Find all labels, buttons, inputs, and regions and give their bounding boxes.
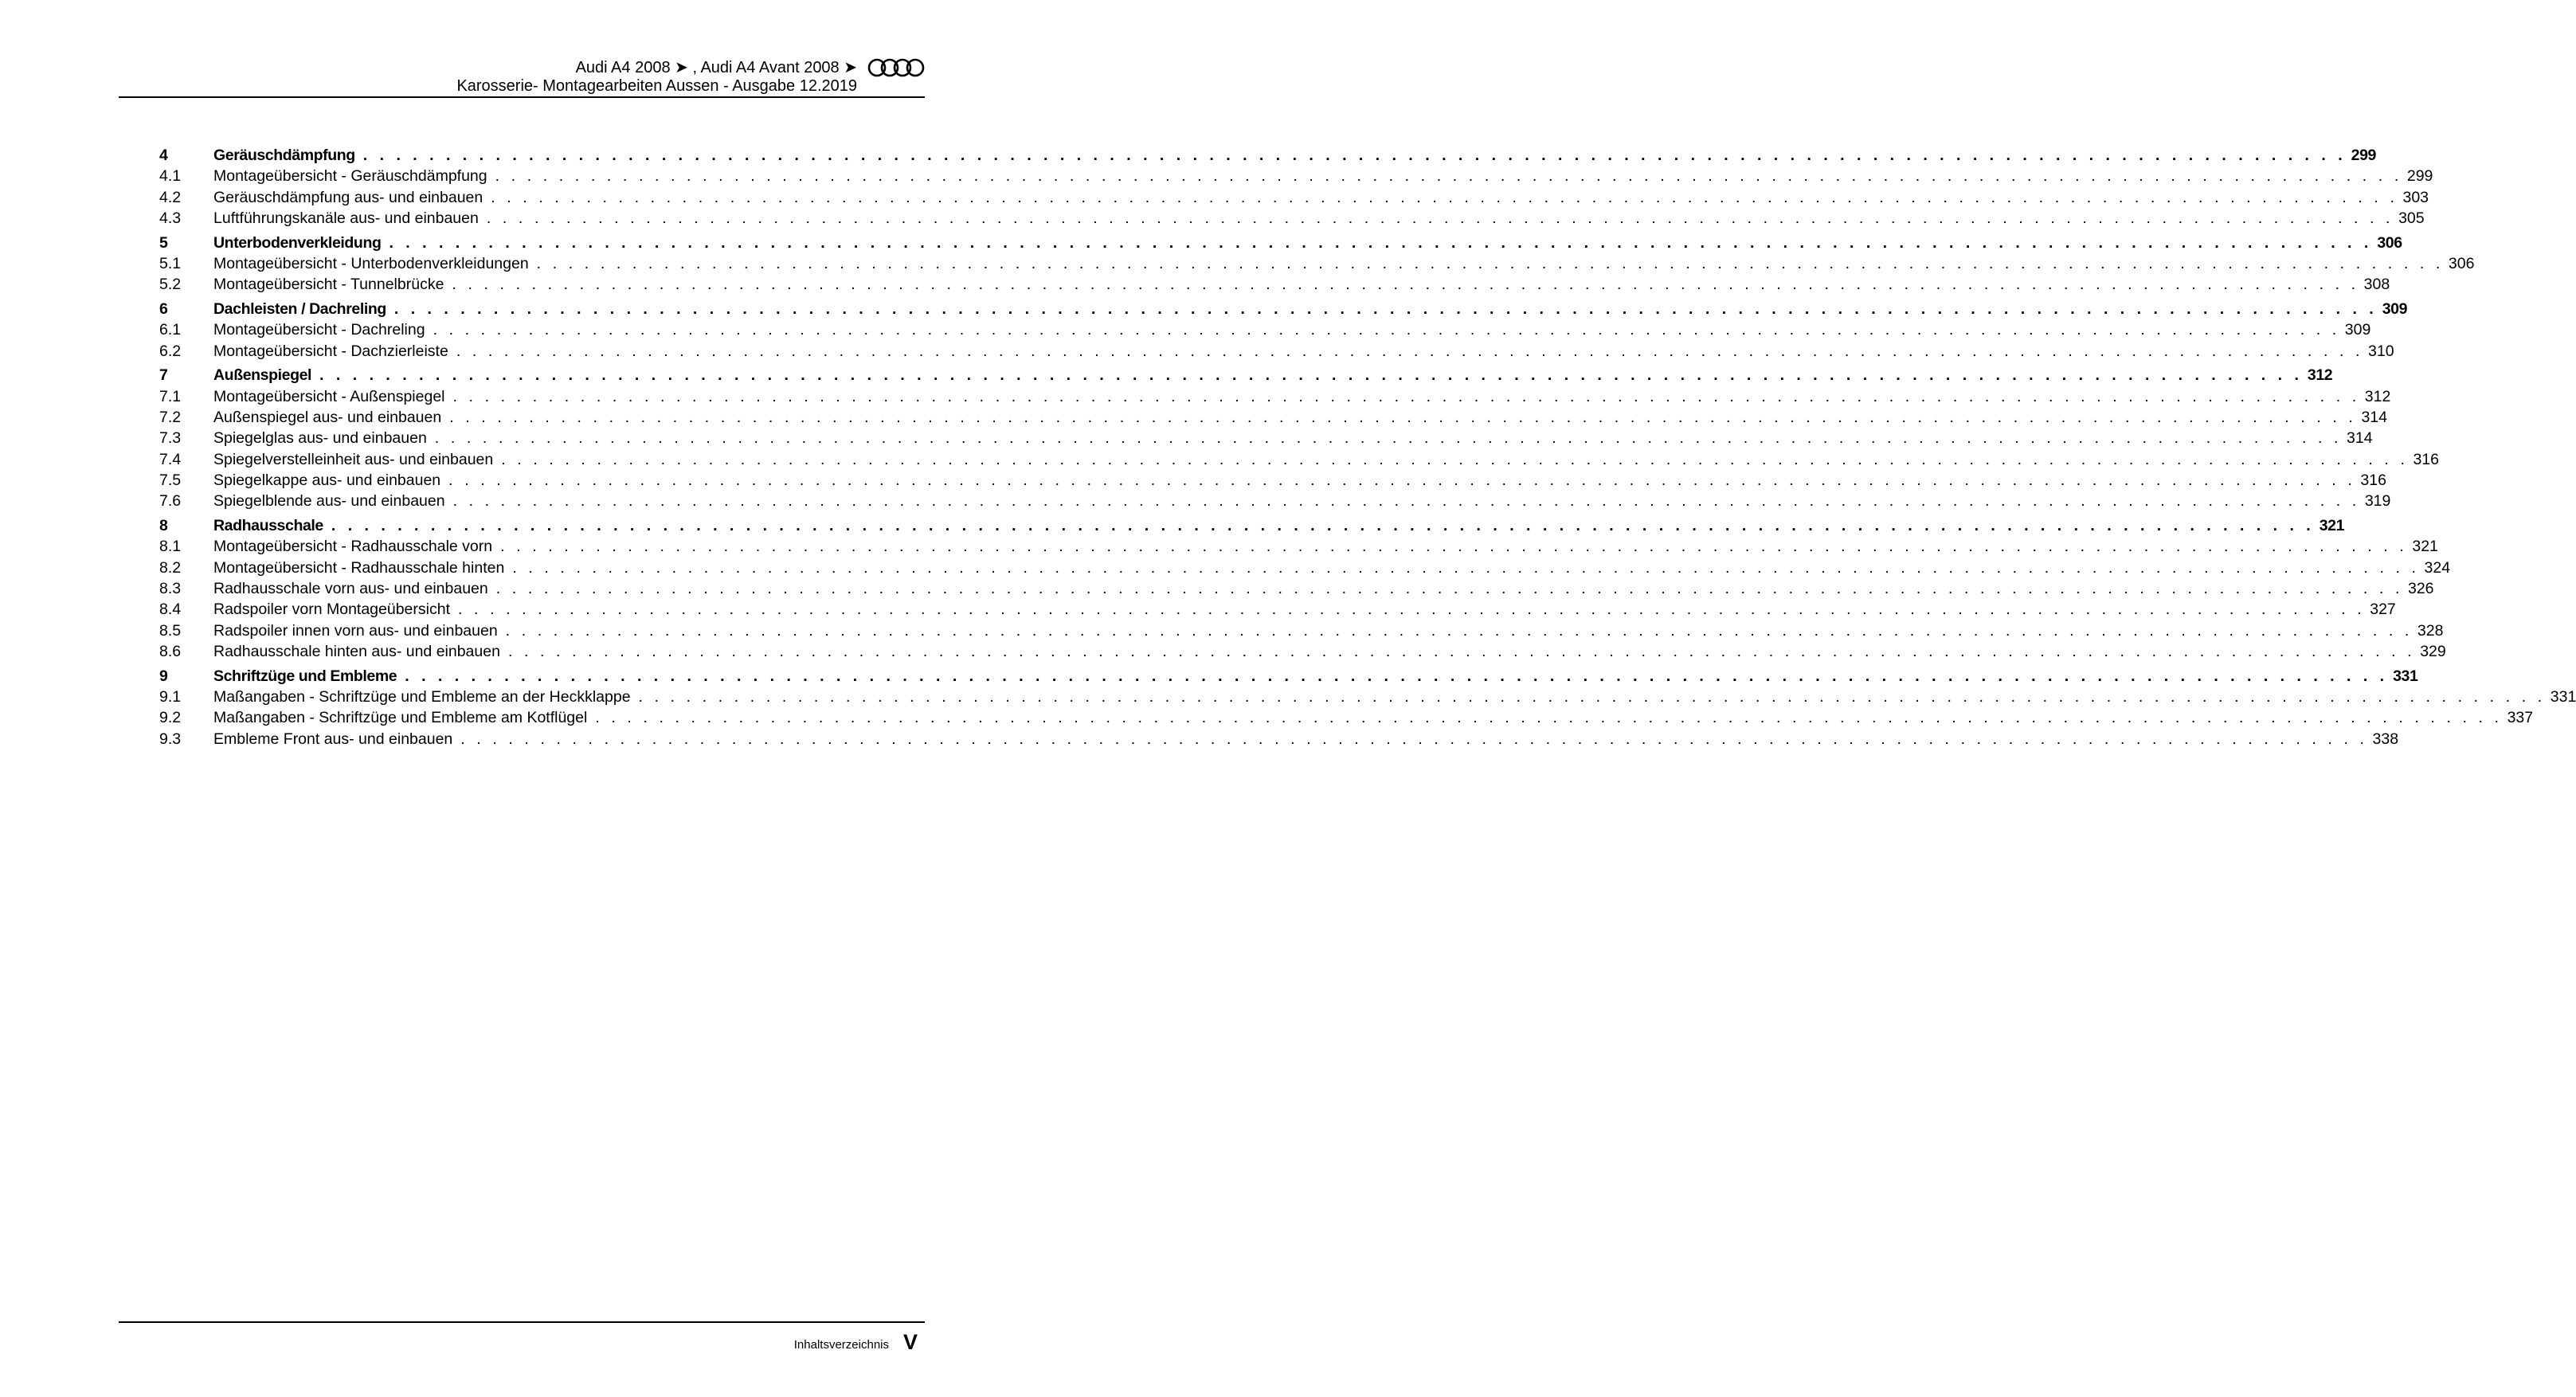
toc-number: 4	[159, 147, 168, 164]
toc-title: Geräuschdämpfung aus- und einbauen	[213, 188, 483, 206]
toc-number: 8.6	[159, 642, 182, 660]
toc-page: 305	[2398, 209, 2425, 227]
audi-logo	[867, 58, 926, 77]
toc-entry[interactable]	[159, 687, 2576, 707]
toc-number: 7.2	[159, 409, 182, 427]
toc-page: 306	[2448, 254, 2475, 272]
toc-number: 8.5	[159, 621, 182, 640]
toc-title: Maßangaben - Schriftzüge und Embleme am Kotflügel	[213, 709, 588, 727]
toc-title: Radhausschale vorn aus- und einbauen	[213, 579, 488, 597]
toc-entry[interactable]	[159, 274, 2390, 295]
toc-title: Außenspiegel	[213, 366, 312, 385]
toc-page: 309	[2344, 321, 2371, 339]
toc-entry[interactable]	[159, 729, 2399, 749]
toc-chapter[interactable]	[159, 233, 2402, 253]
toc-page: 312	[2364, 387, 2391, 405]
toc-entry[interactable]	[159, 449, 2440, 470]
toc-page: 331	[2550, 687, 2576, 706]
toc-entry[interactable]	[159, 166, 2433, 186]
dot-leader: . . . . . . . . . . . . . . . . . . . . . . . . . . . . . . . . . . . . . . . . . . . . . . . . . . . . . . . . . . . . . . . . . . . . . . . . . . . . . . . . . . . . . . . . . . . . . . . . . . . . . . . . . . . . . . . . . . . . . . . .	[512, 558, 2420, 577]
toc-page: 309	[2382, 300, 2408, 319]
toc-title: Spiegelkappe aus- und einbauen	[213, 471, 441, 489]
toc-entry[interactable]	[159, 578, 2434, 599]
toc-title: Montageübersicht - Tunnelbrücke	[213, 276, 444, 294]
toc-number: 9.1	[159, 687, 182, 706]
toc-number: 6.1	[159, 321, 182, 339]
toc-page: 328	[2417, 621, 2444, 640]
dot-leader: . . . . . . . . . . . . . . . . . . . . . . . . . . . . . . . . . . . . . . . . . . . . . . . . . . . . . . . . . . . . . . . . . . . . . . . . . . . . . . . . . . . . . . . . . . . . . . . . . . . . . . . . . . . . . . . . . . . . . . . .	[536, 254, 2444, 272]
toc-title: Montageübersicht - Radhausschale hinten	[213, 558, 505, 577]
dot-leader: . . . . . . . . . . . . . . . . . . . . . . . . . . . . . . . . . . . . . . . . . . . . . . . . . . . . . . . . . . . . . . . . . . . . . . . . . . . . . . . . . . . . . . . . . . . . . . . . . . . . . . . . . . . . . . . . . . . . . . . .	[452, 387, 2360, 405]
toc-page: 303	[2402, 188, 2429, 206]
toc-entry[interactable]	[159, 470, 2386, 491]
toc-entry[interactable]	[159, 208, 2425, 229]
toc-number: 8.3	[159, 579, 182, 597]
toc-entry[interactable]	[159, 386, 2391, 407]
toc-page: 314	[2347, 429, 2373, 448]
toc-entry[interactable]	[159, 536, 2438, 557]
toc-number: 8.4	[159, 601, 182, 619]
toc-title: Maßangaben - Schriftzüge und Embleme an der Heckklappe	[213, 687, 631, 706]
toc-title: Radhausschale hinten aus- und einbauen	[213, 642, 500, 660]
toc-number: 7.1	[159, 387, 182, 405]
toc-number: 5.1	[159, 254, 182, 272]
toc-title: Unterbodenverkleidung	[213, 233, 382, 252]
dot-leader: . . . . . . . . . . . . . . . . . . . . . . . . . . . . . . . . . . . . . . . . . . . . . . . . . . . . . . . . . . . . . . . . . . . . . . . . . . . . . . . . . . . . . . . . . . . . . . . . . . . . . . . . . . . . . . . . . . . . . . . .	[452, 276, 2359, 294]
toc-number: 8.2	[159, 558, 182, 577]
toc-entry[interactable]	[159, 707, 2534, 728]
dot-leader: . . . . . . . . . . . . . . . . . . . . . . . . . . . . . . . . . . . . . . . . . . . . . . . . . . . . . . . . . . . . . . . . . . . . . . . . . . . . . . . . . . . . . . . . . . . . . . . . . . . . . . . . . . . . . . . . . . . . . . . .	[501, 450, 2409, 468]
toc-page: 312	[2307, 366, 2333, 385]
toc-title: Radspoiler vorn Montageübersicht	[213, 601, 450, 619]
dot-leader: . . . . . . . . . . . . . . . . . . . . . . . . . . . . . . . . . . . . . . . . . . . . . . . . . . . . . . . . . . . . . . . . . . . . . . . . . . . . . . . . . . . . . . . . . . . . . . . . . . . . . . . . . . . . . . . . . . . . . . . .	[449, 409, 2357, 427]
toc-title: Schriftzüge und Embleme	[213, 667, 397, 685]
toc-chapter[interactable]	[159, 666, 2418, 687]
toc-number: 9.3	[159, 730, 182, 748]
toc-number: 7.6	[159, 492, 182, 511]
toc-title: Embleme Front aus- und einbauen	[213, 730, 453, 748]
toc-page: 329	[2420, 642, 2446, 660]
toc-title: Montageübersicht - Dachzierleiste	[213, 342, 448, 360]
toc-page: 316	[2413, 450, 2440, 468]
dot-leader: . . . . . . . . . . . . . . . . . . . . . . . . . . . . . . . . . . . . . . . . . . . . . . . . . . . . . . . . . . . . . . . . . . . . . . . . . . . . . . . . . . . . . . . . . . . . . . . . . . . . . . . . . . . . . . . . . . . . . . . .	[434, 429, 2343, 448]
toc-title: Spiegelglas aus- und einbauen	[213, 429, 427, 448]
toc-number: 8.1	[159, 538, 182, 556]
dot-leader: . . . . . . . . . . . . . . . . . . . . . . . . . . . . . . . . . . . . . . . . . . . . . . . . . . . . . . . . . . . . . . . . . . . . . . . . . . . . . . . . . . . . . . . . . . . . . . . . . . . . . . . . . . . . . . . . . . . . . . . .	[452, 492, 2360, 511]
header-models: Audi A4 2008 ➤ , Audi A4 Avant 2008 ➤	[575, 59, 857, 76]
footer-divider	[119, 1321, 925, 1323]
toc-entry[interactable]	[159, 319, 2371, 340]
toc-number: 9.2	[159, 709, 182, 727]
toc-page: 308	[2363, 276, 2390, 294]
dot-leader: . . . . . . . . . . . . . . . . . . . . . . . . . . . . . . . . . . . . . . . . . . . . . . . . . . . . . . . . . . . . . . . . . . . . . . . . . . . . . . . . . . . . . . . . . . . . . . . . . . . . . . . . . . . . . . . . . . . . . . . .	[448, 471, 2356, 489]
dot-leader: . . . . . . . . . . . . . . . . . . . . . . . . . . . . . . . . . . . . . . . . . . . . . . . . . . . . . . . . . . . . . . . . . . . . . . . . . . . . . . . . . . . . . . . . . . . . . . . . . . . . . . . . . . . . . . . . . . . . . . . .	[433, 321, 2340, 339]
dot-leader: . . . . . . . . . . . . . . . . . . . . . . . . . . . . . . . . . . . . . . . . . . . . . . . . . . . . . . . . . . . . . . . . . . . . . . . . . . . . . . . . . . . . . . . . . . . . . . . . . . . . . . . . . . . . . . . . . . . . . . . .	[389, 233, 2373, 252]
toc-title: Radspoiler innen vorn aus- und einbauen	[213, 621, 498, 640]
toc-number: 8	[159, 517, 168, 535]
dot-leader: . . . . . . . . . . . . . . . . . . . . . . . . . . . . . . . . . . . . . . . . . . . . . . . . . . . . . . . . . . . . . . . . . . . . . . . . . . . . . . . . . . . . . . . . . . . . . . . . . . . . . . . . . . . . . . . . . . . . . . . .	[460, 730, 2368, 748]
toc-page: 299	[2406, 167, 2433, 186]
dot-leader: . . . . . . . . . . . . . . . . . . . . . . . . . . . . . . . . . . . . . . . . . . . . . . . . . . . . . . . . . . . . . . . . . . . . . . . . . . . . . . . . . . . . . . . . . . . . . . . . . . . . . . . . . . . . . . . . . . . . . . . .	[486, 209, 2394, 227]
toc-entry[interactable]	[159, 558, 2451, 578]
toc-page: 314	[2361, 409, 2387, 427]
toc-number: 6.2	[159, 342, 182, 360]
toc-entry[interactable]	[159, 641, 2446, 662]
toc-page: 331	[2393, 667, 2418, 685]
dot-leader: . . . . . . . . . . . . . . . . . . . . . . . . . . . . . . . . . . . . . . . . . . . . . . . . . . . . . . . . . . . . . . . . . . . . . . . . . . . . . . . . . . . . . . . . . . . . . . . . . . . . . . . . . . . . . . . . . . . . . . . .	[595, 709, 2503, 727]
toc-entry[interactable]	[159, 407, 2387, 428]
toc-number: 7.4	[159, 450, 182, 468]
toc-number: 4.3	[159, 209, 182, 227]
toc-page: 316	[2360, 471, 2386, 489]
toc-title: Spiegelblende aus- und einbauen	[213, 492, 445, 511]
toc-entry[interactable]	[159, 620, 2444, 641]
toc-title: Montageübersicht - Radhausschale vorn	[213, 538, 493, 556]
toc-entry[interactable]	[159, 253, 2475, 274]
toc-number: 6	[159, 300, 168, 319]
toc-entry[interactable]	[159, 187, 2429, 208]
toc-number: 7.5	[159, 471, 182, 489]
toc-page: 310	[2368, 342, 2394, 360]
footer-page-number: V	[902, 1330, 918, 1354]
toc-page: 321	[2319, 517, 2345, 535]
dot-leader: . . . . . . . . . . . . . . . . . . . . . . . . . . . . . . . . . . . . . . . . . . . . . . . . . . . . . . . . . . . . . . . . . . . . . . . . . . . . . . . . . . . . . . . . . . . . . . . . . . . . . . . . . . . . . . . . . . . . . . . .	[319, 366, 2303, 385]
dot-leader: . . . . . . . . . . . . . . . . . . . . . . . . . . . . . . . . . . . . . . . . . . . . . . . . . . . . . . . . . . . . . . . . . . . . . . . . . . . . . . . . . . . . . . . . . . . . . . . . . . . . . . . . . . . . . . . . . . . . . . . .	[331, 517, 2315, 535]
dot-leader: . . . . . . . . . . . . . . . . . . . . . . . . . . . . . . . . . . . . . . . . . . . . . . . . . . . . . . . . . . . . . . . . . . . . . . . . . . . . . . . . . . . . . . . . . . . . . . . . . . . . . . . . . . . . . . . . . . . . . . . .	[456, 342, 2364, 360]
toc-entry[interactable]	[159, 599, 2396, 620]
toc-title: Außenspiegel aus- und einbauen	[213, 409, 442, 427]
toc-page: 319	[2364, 492, 2391, 511]
dot-leader: . . . . . . . . . . . . . . . . . . . . . . . . . . . . . . . . . . . . . . . . . . . . . . . . . . . . . . . . . . . . . . . . . . . . . . . . . . . . . . . . . . . . . . . . . . . . . . . . . . . . . . . . . . . . . . . . . . . . . . . .	[362, 147, 2347, 164]
toc-title: Montageübersicht - Dachreling	[213, 321, 425, 339]
dot-leader: . . . . . . . . . . . . . . . . . . . . . . . . . . . . . . . . . . . . . . . . . . . . . . . . . . . . . . . . . . . . . . . . . . . . . . . . . . . . . . . . . . . . . . . . . . . . . . . . . . . . . . . . . . . . . . . . . . . . . . . .	[507, 642, 2416, 660]
toc-entry[interactable]	[159, 428, 2373, 448]
toc-title: Luftführungskanäle aus- und einbauen	[213, 209, 479, 227]
toc-number: 9	[159, 667, 168, 685]
toc-page: 337	[2507, 709, 2534, 727]
toc-page: 326	[2407, 579, 2434, 597]
toc-page: 324	[2424, 558, 2451, 577]
toc-chapter[interactable]	[159, 515, 2345, 536]
dot-leader: . . . . . . . . . . . . . . . . . . . . . . . . . . . . . . . . . . . . . . . . . . . . . . . . . . . . . . . . . . . . . . . . . . . . . . . . . . . . . . . . . . . . . . . . . . . . . . . . . . . . . . . . . . . . . . . . . . . . . . . .	[393, 300, 2378, 319]
dot-leader: . . . . . . . . . . . . . . . . . . . . . . . . . . . . . . . . . . . . . . . . . . . . . . . . . . . . . . . . . . . . . . . . . . . . . . . . . . . . . . . . . . . . . . . . . . . . . . . . . . . . . . . . . . . . . . . . . . . . . . . .	[495, 167, 2402, 186]
toc-number: 4.1	[159, 167, 182, 186]
toc-title: Dachleisten / Dachreling	[213, 300, 386, 319]
toc-number: 5	[159, 233, 168, 252]
toc-title: Montageübersicht - Außenspiegel	[213, 387, 445, 405]
table-of-contents	[159, 145, 2576, 749]
toc-title: Geräuschdämpfung	[213, 147, 355, 164]
toc-title: Spiegelverstelleinheit aus- und einbauen	[213, 450, 494, 468]
toc-title: Montageübersicht - Geräuschdämpfung	[213, 167, 487, 186]
header-subtitle: Karosserie- Montagearbeiten Aussen - Ausgabe 12.2019	[456, 77, 857, 95]
toc-number: 7.3	[159, 429, 182, 448]
toc-number: 7	[159, 366, 168, 385]
toc-number: 4.2	[159, 188, 182, 206]
footer-section: Inhaltsverzeichnis	[793, 1338, 889, 1352]
toc-page: 327	[2370, 601, 2396, 619]
toc-title: Radhausschale	[213, 517, 323, 535]
dot-leader: . . . . . . . . . . . . . . . . . . . . . . . . . . . . . . . . . . . . . . . . . . . . . . . . . . . . . . . . . . . . . . . . . . . . . . . . . . . . . . . . . . . . . . . . . . . . . . . . . . . . . . . . . . . . . . . . . . . . . . . .	[458, 601, 2366, 619]
toc-chapter[interactable]	[159, 145, 2376, 166]
toc-title: Montageübersicht - Unterbodenverkleidungen	[213, 254, 529, 272]
dot-leader: . . . . . . . . . . . . . . . . . . . . . . . . . . . . . . . . . . . . . . . . . . . . . . . . . . . . . . . . . . . . . . . . . . . . . . . . . . . . . . . . . . . . . . . . . . . . . . . . . . . . . . . . . . . . . . . . . . . . . . . .	[491, 188, 2398, 206]
toc-page: 338	[2372, 730, 2399, 748]
dot-leader: . . . . . . . . . . . . . . . . . . . . . . . . . . . . . . . . . . . . . . . . . . . . . . . . . . . . . . . . . . . . . . . . . . . . . . . . . . . . . . . . . . . . . . . . . . . . . . . . . . . . . . . . . . . . . . . . . . . . . . . .	[500, 538, 2408, 556]
toc-page: 321	[2412, 538, 2438, 556]
toc-chapter[interactable]	[159, 299, 2408, 319]
dot-leader: . . . . . . . . . . . . . . . . . . . . . . . . . . . . . . . . . . . . . . . . . . . . . . . . . . . . . . . . . . . . . . . . . . . . . . . . . . . . . . . . . . . . . . . . . . . . . . . . . . . . . . . . . . . . . . . . . . . . . . . .	[505, 621, 2413, 640]
toc-page: 299	[2351, 147, 2376, 164]
dot-leader: . . . . . . . . . . . . . . . . . . . . . . . . . . . . . . . . . . . . . . . . . . . . . . . . . . . . . . . . . . . . . . . . . . . . . . . . . . . . . . . . . . . . . . . . . . . . . . . . . . . . . . . . . . . . . . . . . . . . . . . .	[638, 687, 2546, 706]
toc-entry[interactable]	[159, 341, 2394, 362]
toc-page: 306	[2377, 233, 2402, 252]
toc-entry[interactable]	[159, 491, 2391, 511]
dot-leader: . . . . . . . . . . . . . . . . . . . . . . . . . . . . . . . . . . . . . . . . . . . . . . . . . . . . . . . . . . . . . . . . . . . . . . . . . . . . . . . . . . . . . . . . . . . . . . . . . . . . . . . . . . . . . . . . . . . . . . . .	[495, 579, 2403, 597]
toc-number: 5.2	[159, 276, 182, 294]
dot-leader: . . . . . . . . . . . . . . . . . . . . . . . . . . . . . . . . . . . . . . . . . . . . . . . . . . . . . . . . . . . . . . . . . . . . . . . . . . . . . . . . . . . . . . . . . . . . . . . . . . . . . . . . . . . . . . . . . . . . . . . .	[405, 667, 2389, 685]
header-divider	[119, 96, 925, 98]
toc-chapter[interactable]	[159, 365, 2333, 385]
